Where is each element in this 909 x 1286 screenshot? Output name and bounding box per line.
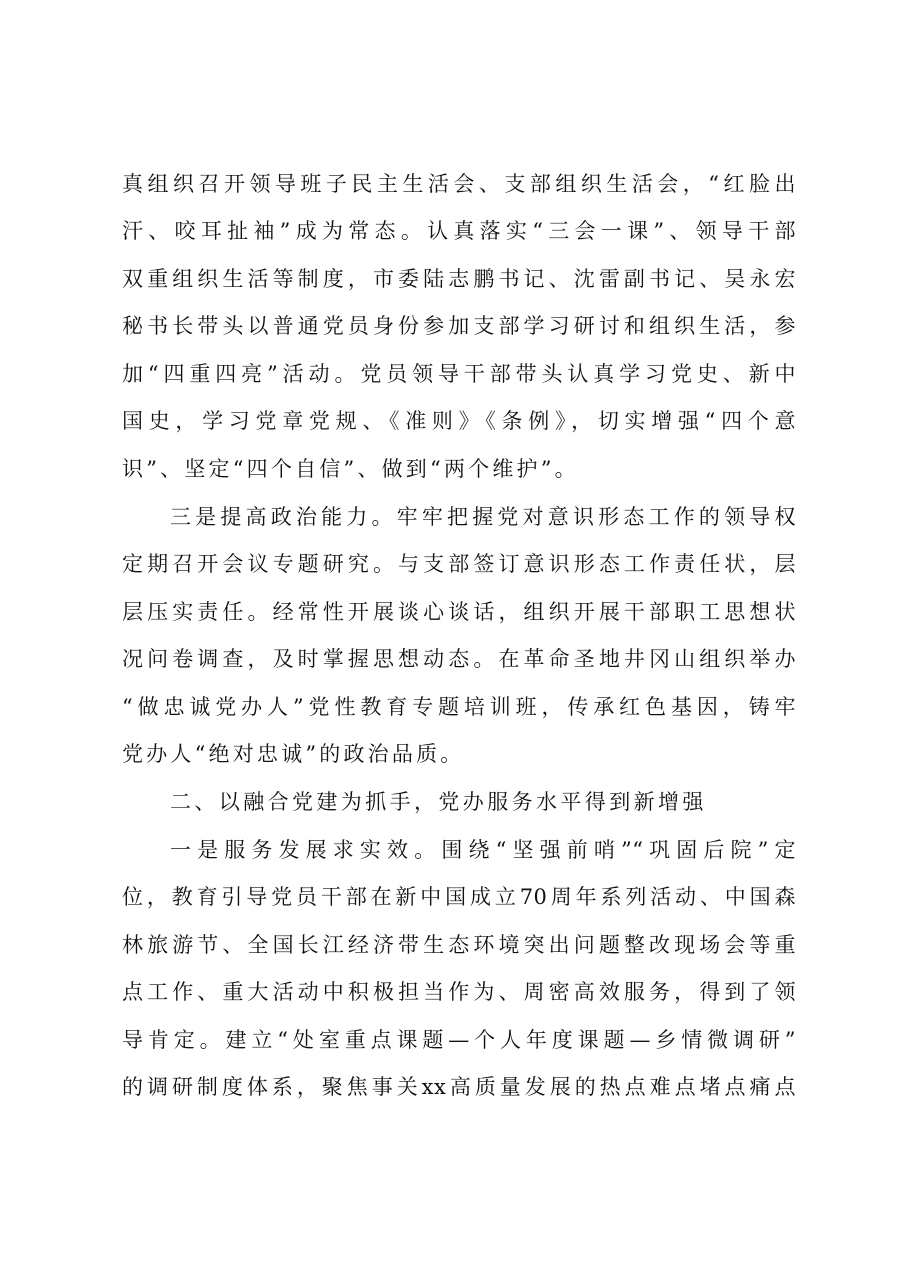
text-line: 位，教育引导党员干部在新中国成立70周年系列活动、中国森 <box>122 885 796 909</box>
text-line: 汗、咬耳扯袖”成为常态。认真落实“三会一课”、领导干部 <box>122 219 796 243</box>
text-line: 国史，学习党章党规、《准则》《条例》，切实增强“四个意 <box>122 409 796 433</box>
paragraph-first-line: 一是服务发展求实效。围绕“坚强前哨”“巩固后院”定 <box>170 838 796 862</box>
text-line: 况问卷调查，及时掌握思想动态。在革命圣地井冈山组织举办 <box>122 647 796 671</box>
text-line: 林旅游节、全国长江经济带生态环境突出问题整改现场会等重 <box>122 933 796 957</box>
section-heading: 二、以融合党建为抓手，党办服务水平得到新增强 <box>170 790 707 814</box>
text-line: 双重组织生活等制度，市委陆志鹏书记、沈雷副书记、吴永宏 <box>122 267 796 291</box>
text-line: 层压实责任。经常性开展谈心谈话，组织开展干部职工思想状 <box>122 600 796 624</box>
text-line: 点工作、重大活动中积极担当作为、周密高效服务，得到了领 <box>122 980 796 1004</box>
text-line: 党办人“绝对忠诚”的政治品质。 <box>122 742 465 766</box>
text-line: 导肯定。建立“处室重点课题—个人年度课题—乡情微调研” <box>122 1028 796 1052</box>
text-line: 加“四重四亮”活动。党员领导干部带头认真学习党史、新中 <box>122 362 796 386</box>
text-line: 的调研制度体系，聚焦事关xx高质量发展的热点难点堵点痛点 <box>122 1075 796 1099</box>
text-line: “做忠诚党办人”党性教育专题培训班，传承红色基因，铸牢 <box>122 695 796 719</box>
text-line: 秘书长带头以普通党员身份参加支部学习研讨和组织生活，参 <box>122 314 796 338</box>
text-line: 识”、坚定“四个自信”、做到“两个维护”。 <box>122 457 579 481</box>
text-line: 定期召开会议专题研究。与支部签订意识形态工作责任状，层 <box>122 552 796 576</box>
paragraph-first-line: 三是提高政治能力。牢牢把握党对意识形态工作的领导权 <box>170 505 796 529</box>
text-line: 真组织召开领导班子民主生活会、支部组织生活会，“红脸出 <box>122 172 796 196</box>
